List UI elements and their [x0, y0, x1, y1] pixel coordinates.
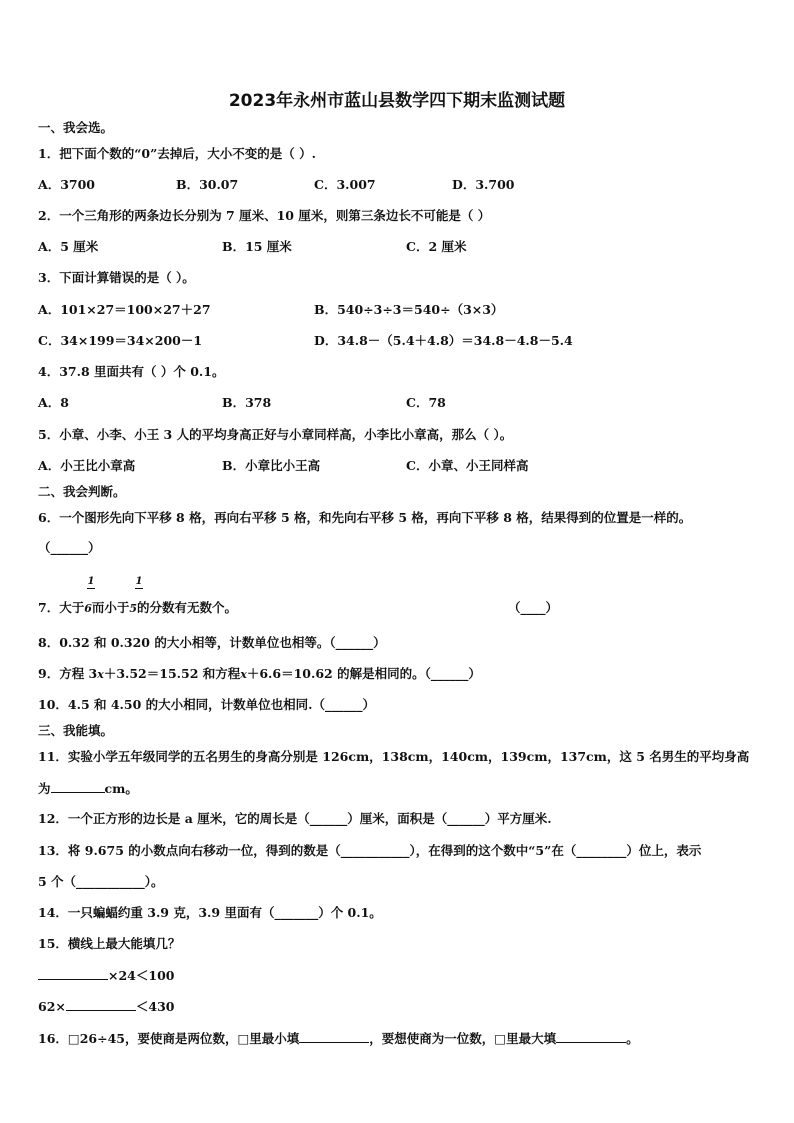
- q15-text-2a: 62×: [38, 999, 66, 1014]
- fraction-denominator: 6: [84, 602, 92, 615]
- q5-option-b: B．小章比小王高: [222, 458, 321, 473]
- q11-text-b: cm。: [104, 781, 138, 796]
- q3-option-c: C．34×199＝34×200－1: [38, 333, 203, 348]
- question-1-stem: 1．把下面个数的“0”去掉后，大小不变的是（ ）.: [38, 146, 316, 161]
- q4-option-b: B．378: [222, 395, 272, 410]
- q1-option-d: D．3.700: [452, 177, 515, 192]
- question-15-stem: 15．横线上最大能填几？: [38, 936, 181, 951]
- question-8-stem: 8．0.32 和 0.320 的大小相等，计数单位也相等。（______）: [38, 635, 386, 650]
- q1-option-c: C．3.007: [314, 177, 376, 192]
- q9-text-1: 9．方程 3: [38, 666, 98, 681]
- question-9-stem: [38, 666, 481, 683]
- q7-text-mid: 而小于: [91, 600, 130, 615]
- question-11-line-2: [38, 780, 138, 797]
- question-14-stem: 14．一只蝙蝠约重 3.9 克，3.9 里面有（_______）个 0.1。: [38, 905, 382, 920]
- answer-blank[interactable]: [299, 1030, 369, 1043]
- q4-option-a: A．8: [38, 395, 69, 410]
- q3-option-a: A．101×27＝100×27＋27: [38, 302, 211, 317]
- question-12-stem: 12．一个正方形的边长是 a 厘米，它的周长是（______）厘米，面积是（______）平方厘米.: [38, 811, 552, 826]
- q2-option-c: C．2 厘米: [406, 239, 467, 254]
- question-3-stem: 3．下面计算错误的是（ ）。: [38, 270, 195, 285]
- question-13-line-1: 13．将 9.675 的小数点向右移动一位，得到的数是（___________），在得到的这个数中“5”在（________）位上，表示: [38, 843, 702, 858]
- question-2-stem: 2．一个三角形的两条边长分别为 7 厘米、10 厘米，则第三条边长不可能是（ ）: [38, 208, 491, 223]
- q15-text-1: ×24＜100: [108, 968, 175, 983]
- question-4-stem: 4．37.8 里面共有（ ）个 0.1。: [38, 364, 225, 379]
- fraction-numerator: 1: [135, 576, 143, 587]
- section-heading: 一、我会选。: [38, 120, 114, 135]
- fraction-denominator: 5: [129, 602, 138, 615]
- question-10-stem: 10．4.5 和 4.50 的大小相同，计数单位也相同.（______）: [38, 697, 375, 712]
- question-16-stem: [38, 1030, 639, 1047]
- q5-option-a: A．小王比小章高: [38, 458, 136, 473]
- answer-blank[interactable]: [556, 1030, 626, 1043]
- q2-option-b: B．15 厘米: [222, 239, 292, 254]
- question-15-line-2: [38, 998, 174, 1015]
- variable-x: x: [240, 668, 247, 681]
- question-5-stem: 5．小章、小李、小王 3 人的平均身高正好与小章同样高，小李比小章高，那么（ ）。: [38, 427, 513, 442]
- q15-text-2b: ＜430: [135, 999, 175, 1014]
- fraction-one-sixth: [86, 576, 96, 589]
- answer-blank[interactable]: [51, 780, 105, 793]
- question-6-stem: 6．一个图形先向下平移 8 格，再向右平移 5 格，和先向右平移 5 格，再向下平移 8 格，结果得到的位置是一样的。: [38, 510, 692, 525]
- answer-blank[interactable]: [38, 967, 108, 980]
- question-15-line-1: [38, 967, 174, 984]
- q9-text-3: ＋6.6＝10.62 的解是相同的。（______）: [246, 666, 481, 681]
- fraction-bar: [87, 588, 95, 589]
- fraction-numerator: 1: [87, 576, 95, 587]
- q7-text-pre: 7．大于: [38, 600, 85, 615]
- question-6-answer-blank: （______）: [38, 540, 101, 555]
- q5-option-c: C．小章、小王同样高: [406, 458, 529, 473]
- question-13-line-2: 5 个（___________）。: [38, 874, 164, 889]
- q16-text-2: ，要想使商为一位数，□里最大填: [369, 1031, 557, 1046]
- q16-text-3: 。: [626, 1031, 639, 1046]
- fraction-bar: [135, 588, 143, 589]
- section-heading: 三、我能填。: [38, 723, 114, 738]
- q2-option-a: A．5 厘米: [38, 239, 99, 254]
- q1-option-b: B．30.07: [176, 177, 239, 192]
- q7-text-post: 的分数有无数个。: [137, 600, 238, 615]
- q4-option-c: C．78: [406, 395, 446, 410]
- question-7-stem: [38, 600, 237, 617]
- section-heading: 二、我会判断。: [38, 484, 126, 499]
- q1-option-a: A．3700: [38, 177, 95, 192]
- q3-option-b: B．540÷3÷3＝540÷（3×3）: [314, 302, 504, 317]
- q3-option-d: D．34.8－（5.4＋4.8）＝34.8－4.8－5.4: [314, 333, 573, 348]
- page-title: 2023年永州市蓝山县数学四下期末监测试题: [228, 91, 566, 111]
- q9-text-2: ＋3.52＝15.52 和方程: [103, 666, 241, 681]
- q11-text-a: 为: [38, 781, 51, 796]
- variable-x: x: [97, 668, 104, 681]
- answer-blank[interactable]: [66, 998, 136, 1011]
- fraction-one-fifth: [134, 576, 144, 589]
- question-11-line-1: 11．实验小学五年级同学的五名男生的身高分别是 126cm，138cm，140cm，139cm，137cm，这 5 名男生的平均身高: [38, 749, 750, 764]
- question-7-answer-blank: （____）: [508, 600, 559, 615]
- q16-text-1: 16．□26÷45，要使商是两位数，□里最小填: [38, 1031, 300, 1046]
